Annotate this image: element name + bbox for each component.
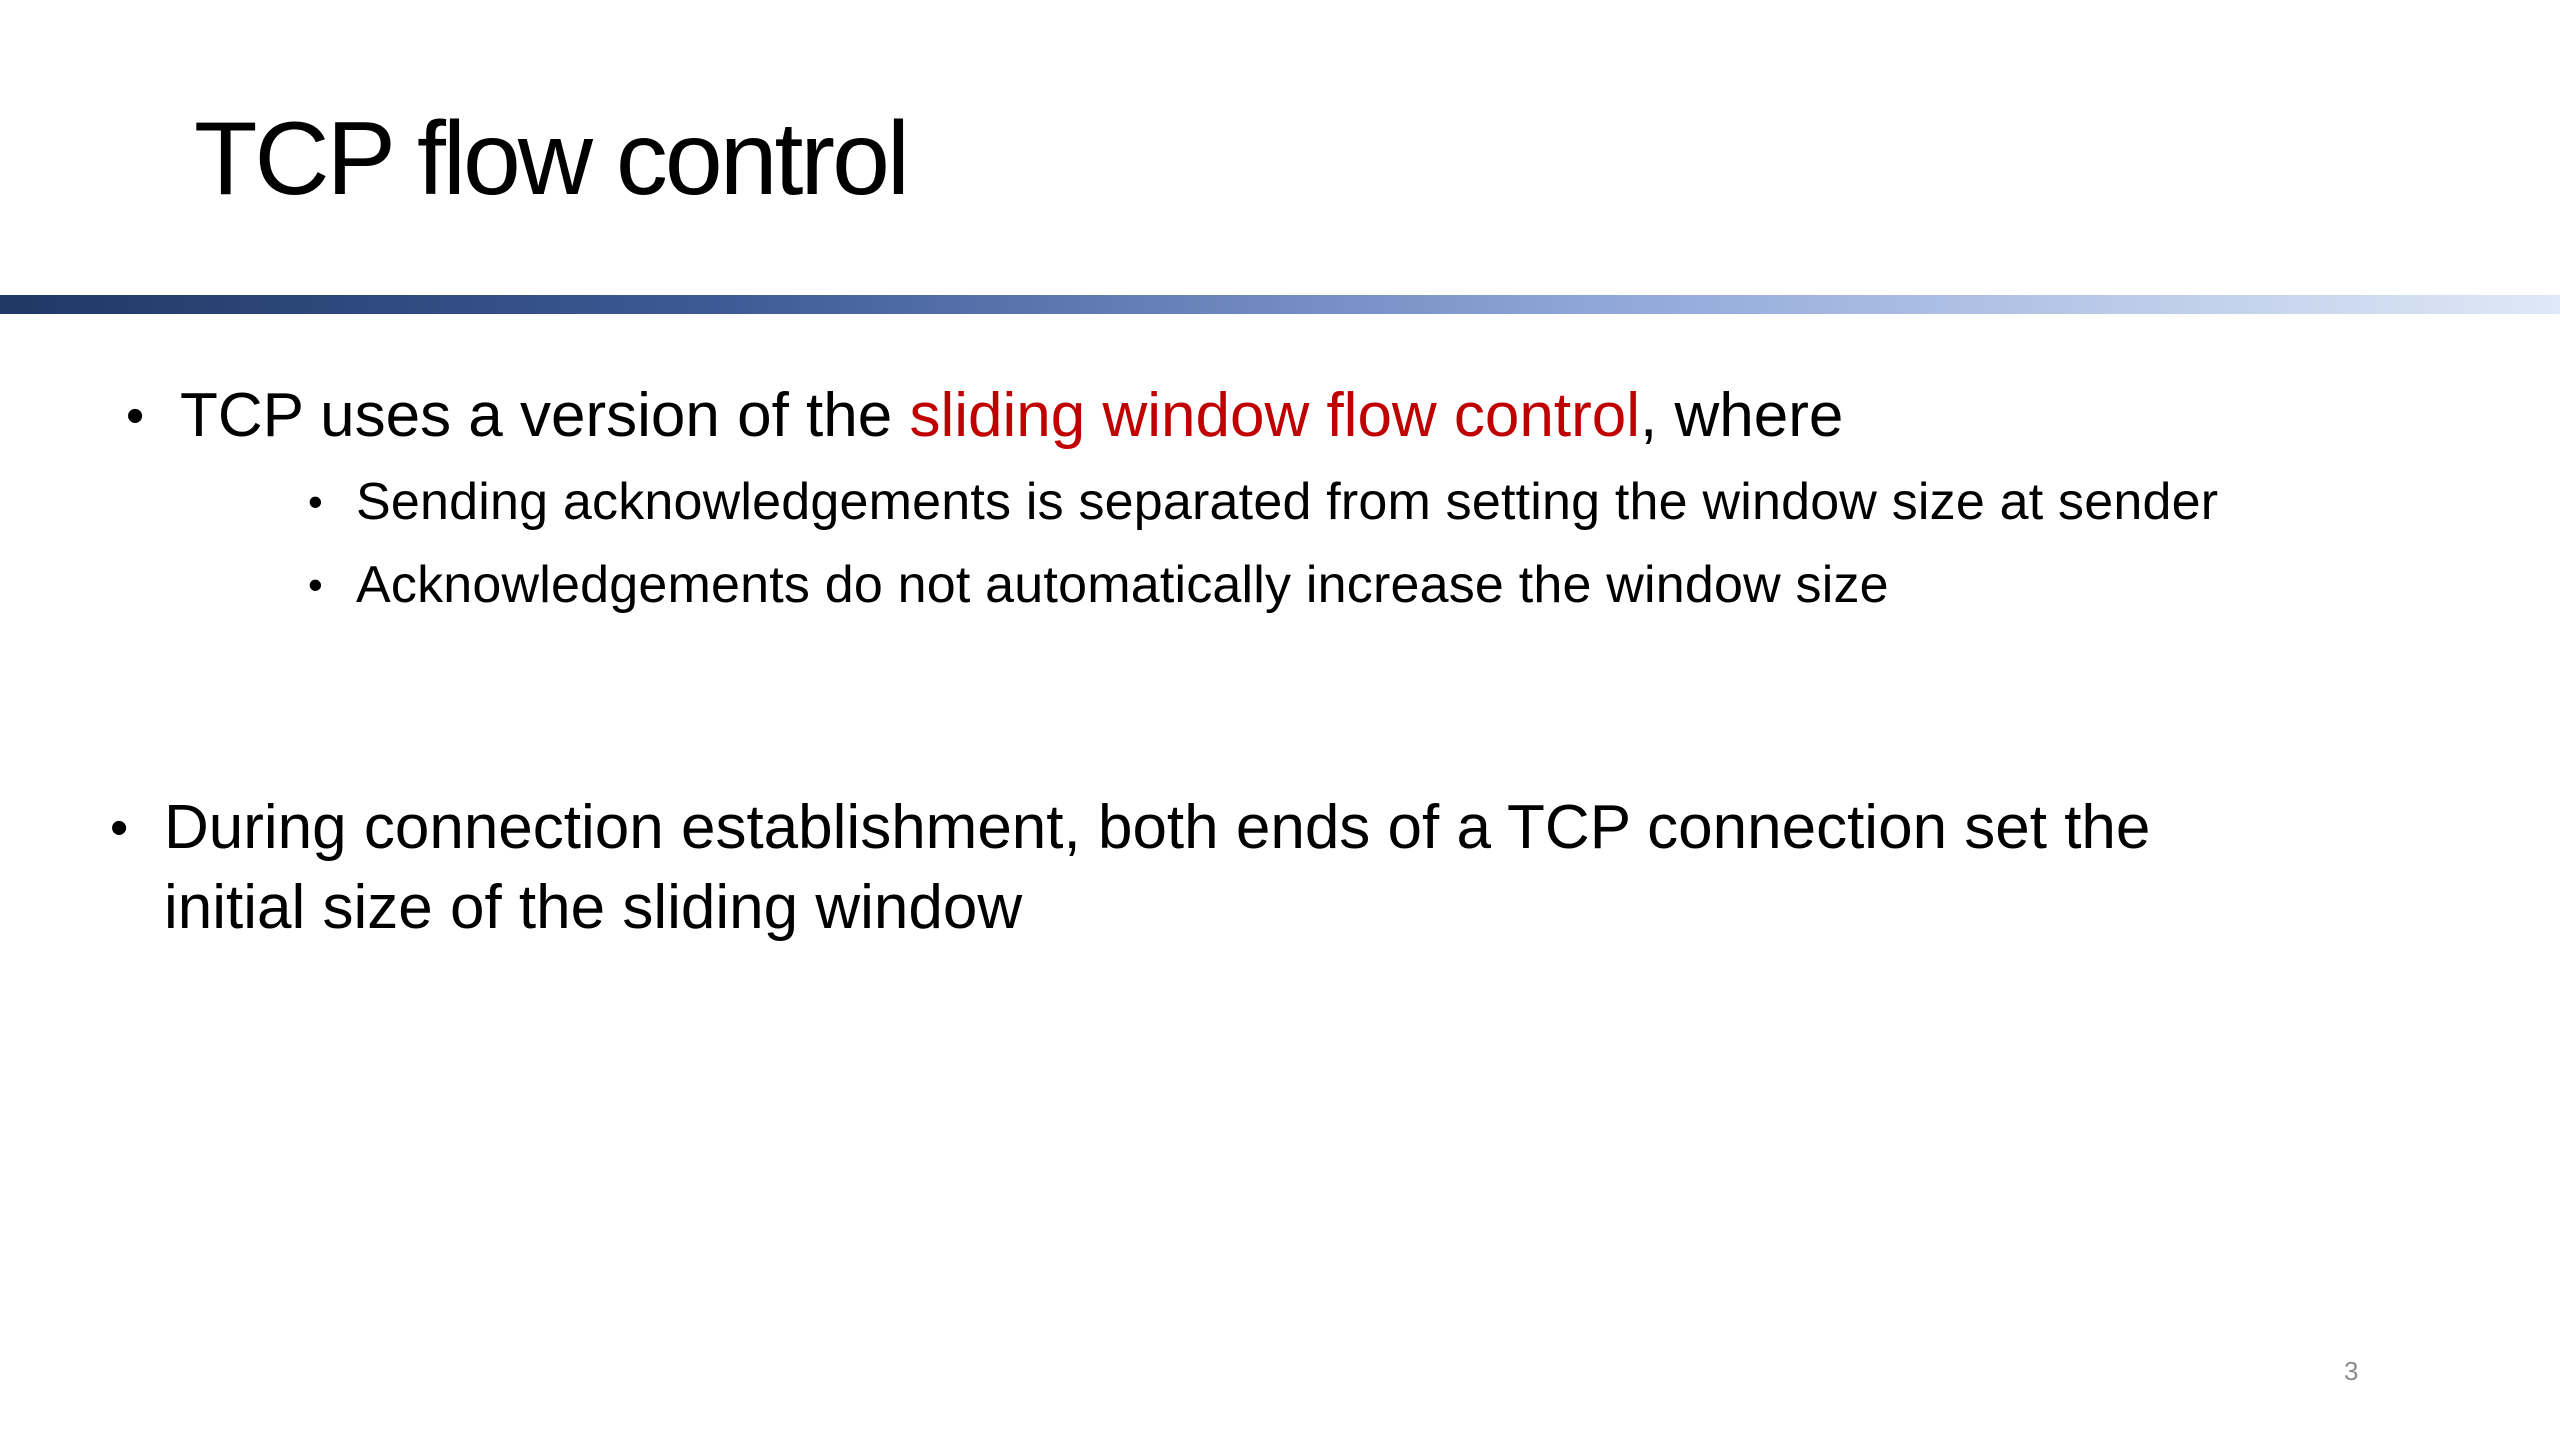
sub-bullet-text: Sending acknowledgements is separated from setting the window size at sender [356, 473, 2219, 531]
highlight-text: sliding window flow control [909, 381, 1641, 450]
sub-bullet-dot: • [308, 478, 323, 525]
sub-bullet-acknowledgements-separated [308, 468, 2219, 536]
slide-title: TCP flow control [194, 101, 908, 217]
bullet-dot: • [110, 799, 129, 857]
bullet-text-suffix: , where [1640, 381, 1844, 450]
bullet-text-line-2: initial size of the sliding window [164, 873, 1023, 942]
title-divider [0, 295, 2560, 314]
sub-bullet-text: Acknowledgements do not automatically increase the window size [356, 556, 1889, 614]
sub-bullet-window-size [308, 551, 1889, 619]
bullet-dot: • [126, 387, 145, 445]
page-number: 3 [2344, 1356, 2359, 1386]
bullet-text-prefix: TCP uses a version of the [180, 381, 910, 450]
bullet-sliding-window [126, 376, 1844, 456]
bullet-connection-establishment [110, 788, 2414, 948]
bullet-text-line-1: During connection establishment, both ends of a TCP connection set the [164, 793, 2151, 862]
sub-bullet-dot: • [308, 561, 323, 608]
